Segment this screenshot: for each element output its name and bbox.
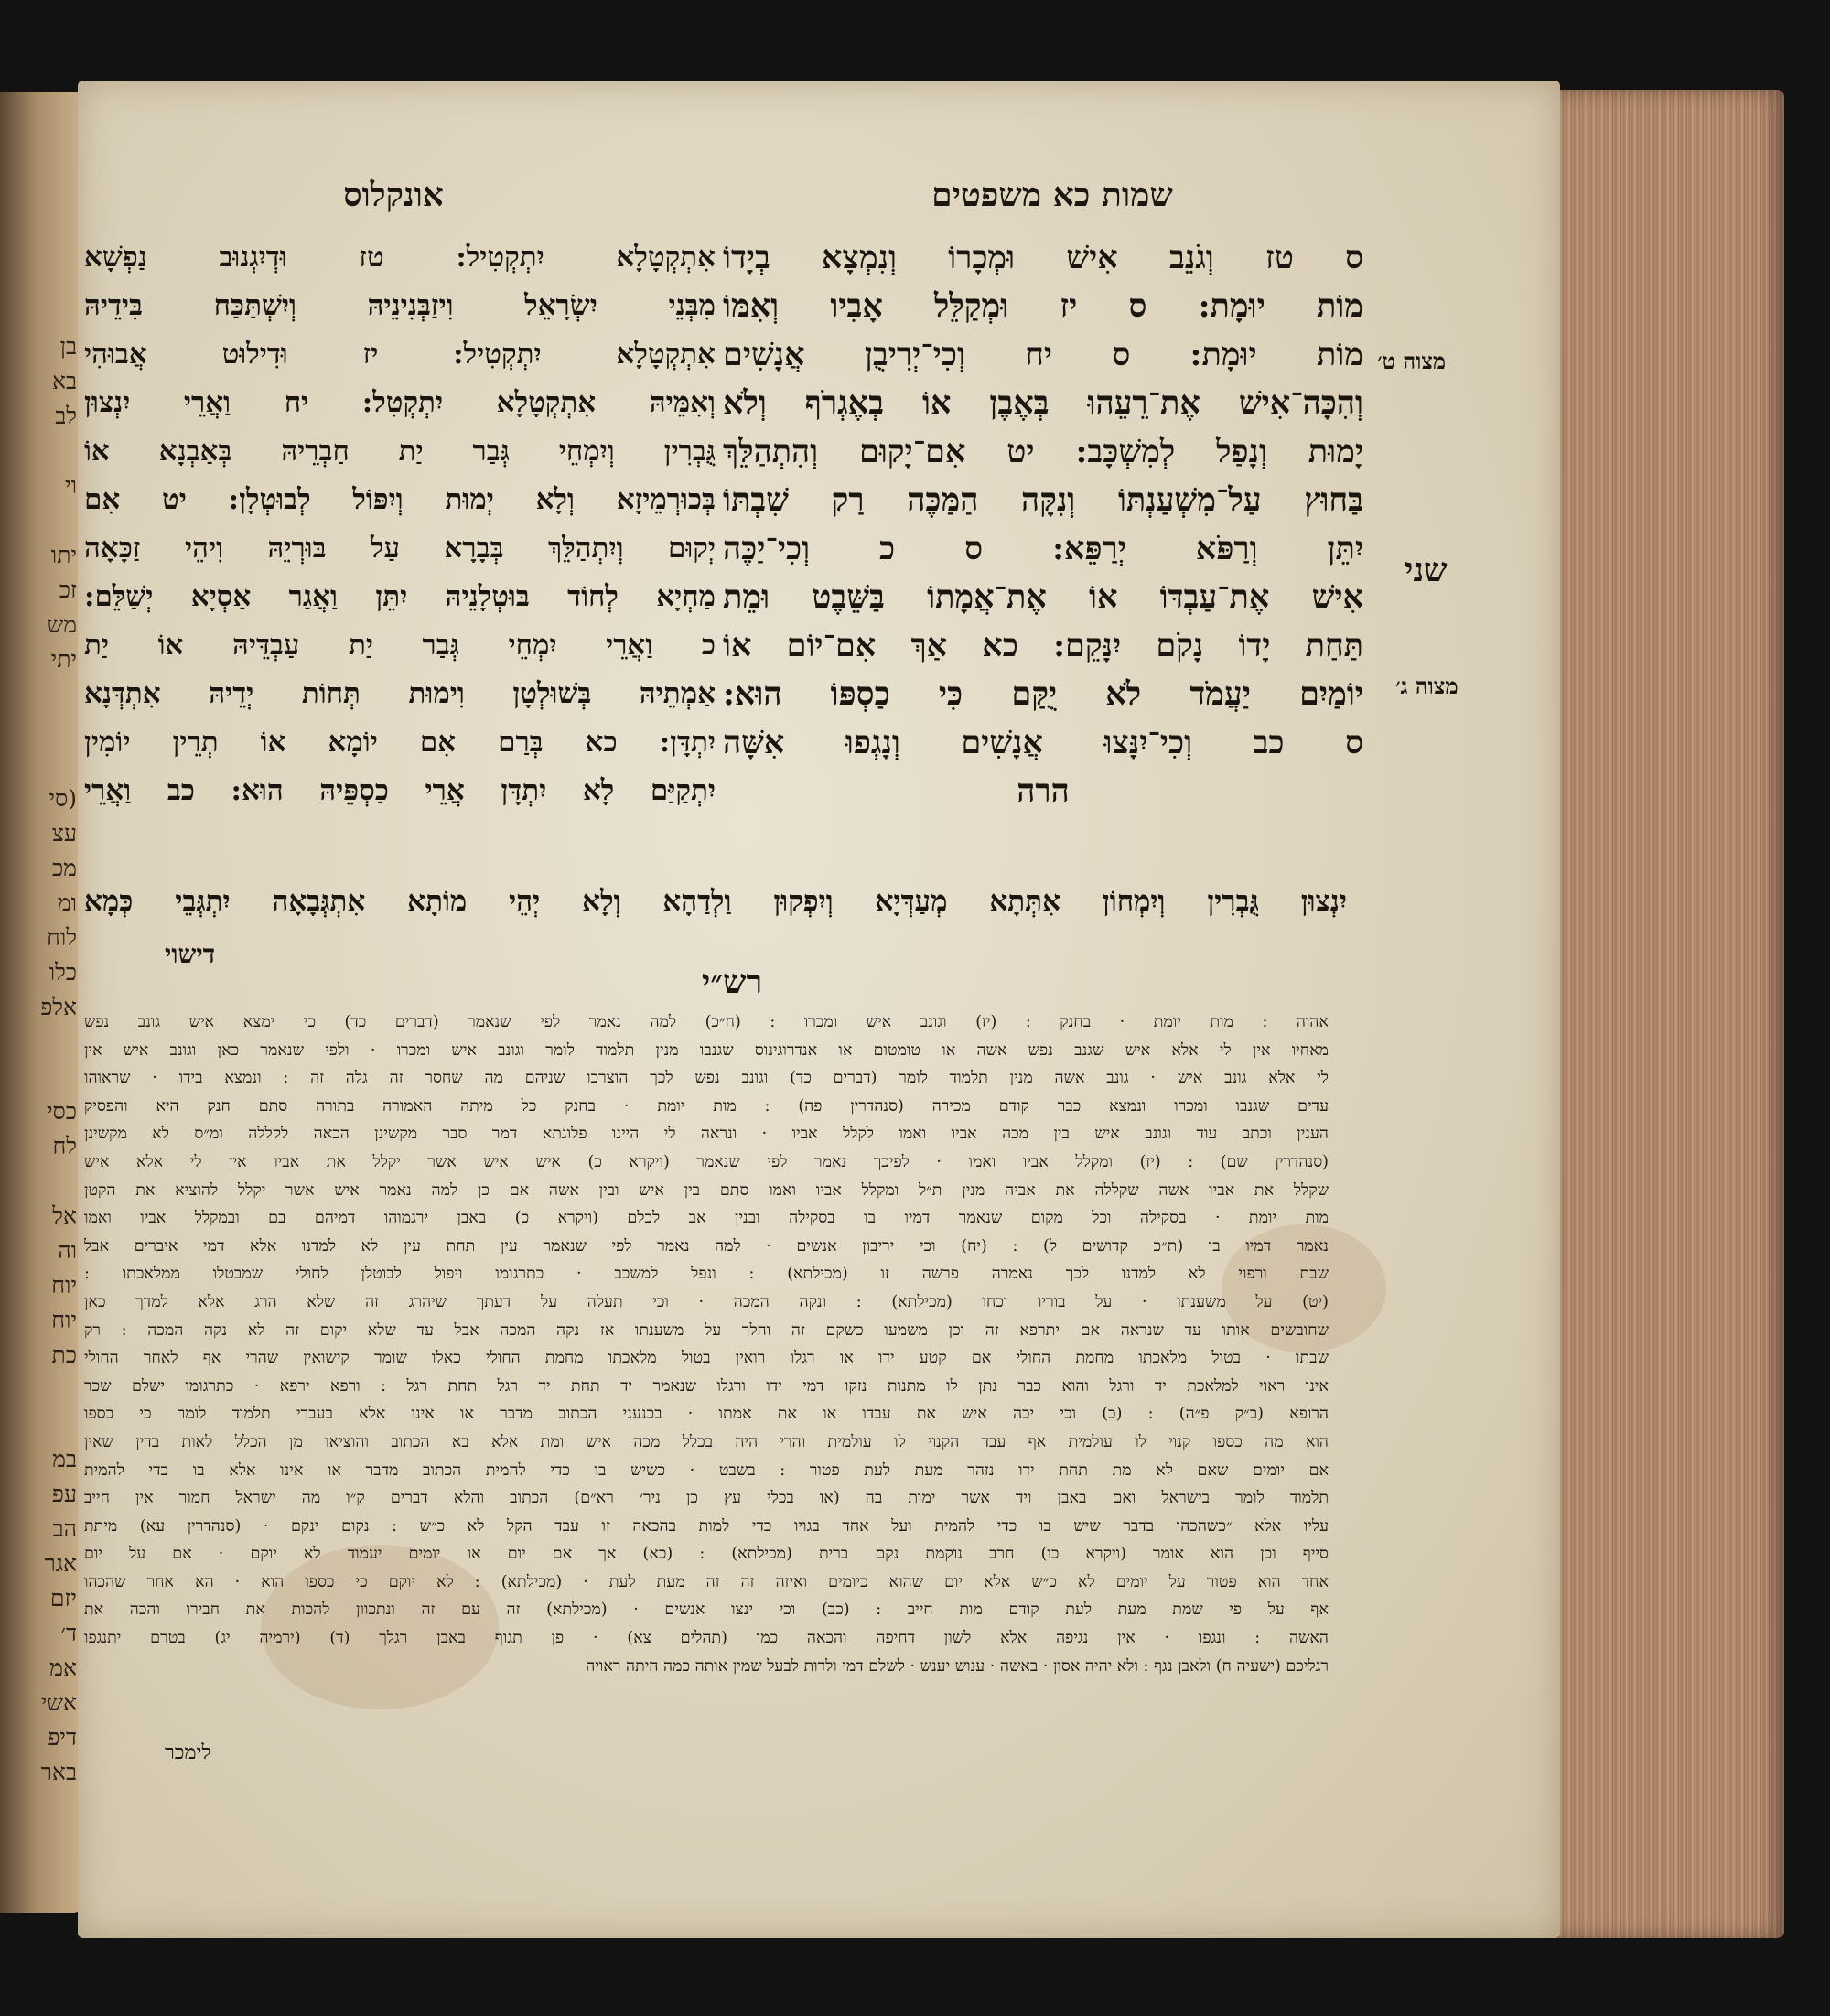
left-edge-fragment: וה [58, 1237, 77, 1264]
left-edge-fragment: אל [52, 1202, 77, 1229]
left-edge-fragment: אגר [44, 1550, 77, 1577]
left-edge-fragment [33, 677, 77, 712]
left-edge-fragment: יזם [49, 1585, 77, 1612]
onkelos-line: מַחְיָא לְחוֹד בּוּטְלָנֵיהּ יִתֵּן וַאֲגַר אַסְיָא יְשַׁלֵּם: [84, 580, 716, 613]
left-edge-fragment: כת [51, 1342, 77, 1368]
rashi-line: שקלל את אביו אשה שקללה את אביה מנין ת״ל ומקלל אביו ואמו סתם בין איש ובין אשה אם כן למה נאמר איש אשר יקלל להוציא את הקטן [84, 1180, 1329, 1200]
left-page-edge [0, 92, 82, 1913]
rashi-line: מות יומת · בסקילה וכל מקום שנאמר דמיו בו בסקילה ובנין אב לכלם (ויקרא כ) באבן ירגמוהו דמיהם בם ובמקלל אביו ואמו [84, 1209, 1329, 1228]
left-edge-fragment: אלפ [40, 994, 77, 1020]
left-edge-fragment: עצ [51, 820, 77, 846]
left-edge-fragment: מש [47, 611, 77, 638]
onkelos-line: יִתְדָּן: כא בְּרַם אִם יוֹמָא אוֹ תְרֵין יוֹמִין [84, 726, 716, 759]
onkelos-line: אַמְתֵיהּ בְּשׁוּלְטָן וִימוּת תְּחוֹת יְדֵיהּ אִתְדְּנָא [84, 677, 716, 710]
onkelos-line: יִתְקַיַּם לָא יִתְדָּן אֲרֵי כַסְפֵּיהּ הוּא: כב וַאֲרֵי [84, 774, 716, 807]
onkelos-line: בְּכוּרְמֵיזָא וְלָא יְמוּת וְיִפּוֹל לְבוּטְלָן: יט אִם [84, 483, 716, 516]
torah-line: מוֹת יוּמָת: ס יז וּמְקַלֵּל אָבִיו וְאִמּוֹ [723, 287, 1363, 325]
rashi-line: שבת ורפוי לא למדנו לכך נאמרה פרשה זו (מכילתא) : ונפל למשכב · כתרגומו ויפול לבוטלן לחולי שמבטלו ממלאכתו : [84, 1265, 1329, 1284]
left-edge-fragment [33, 503, 77, 538]
onkelos-header: אונקלוס [343, 176, 444, 214]
left-edge-fragment: וי [65, 472, 77, 499]
rashi-line: אחד הוא פטור על יומים לא כ״ש אלא יום שהוא כיומים ואיזה זה זה מעת לעת · (מכילתא) : לא יוקם כי כספו הוא · הא אחר שהכהו [84, 1572, 1329, 1591]
catchword: דישוי [165, 939, 216, 969]
rashi-line: רגליכם (ישעיה ח) ולאבן נגף : ולא יהיה אסון · באשה · ענוש יענש · לשלם דמי ולדות לבעל שמין אותה כמה היתה ראויה [586, 1656, 1329, 1676]
left-edge-fragment: יתי [50, 646, 77, 673]
onkelos-line: יְקוּם וְיִתְהַלֵּךְ בְּבָרָא עַל בּוּרְיֵהּ וִיהֵי זַכָּאָה [84, 532, 716, 565]
rashi-line: אף על פי שמת מעת לעת קודם מות חייב : (כב) וכי ינצו אנשים · (מכילתא) זה עם זה ונתכוון להכות את חבירו והכה את [84, 1601, 1329, 1620]
left-edge-fragment: בן [59, 333, 77, 360]
left-edge-fragment: יוח [51, 1272, 77, 1299]
page-fore-edge [1556, 90, 1784, 1938]
rashi-line: שחובשים אותו עד שנראה אם יתרפא זה וכן משמעו כשקם זה והלך על משענתו אז נקה המכה אבל עד שלא יקום זה לא נקה המכה : רק [84, 1321, 1329, 1340]
running-header: שמות כא משפטים [931, 176, 1173, 214]
left-edge-fragment: לב [55, 403, 77, 429]
left-edge-fragment [33, 1373, 77, 1407]
rashi-line: (סנהדרין שם) : (יז) ומקלל אביו ואמו · לפיכך נאמר לפי שנאמר (ויקרא כ) איש איש אשר יקלל את אביו אין לי אלא איש [84, 1152, 1329, 1171]
torah-line: תַּחַת יָדוֹ נָקֹם יִנָּקֵם: כא אַךְ אִם־יוֹם אוֹ [723, 627, 1363, 664]
rashi-line: הענין וכתב עוד וגונב איש בין מכה אביו ואמו לקלל אביו · ונראה לי היינו פלוגתא דמר סבר מקשינן הכאה לקללה ומ״ס לא מקשינן [84, 1125, 1329, 1144]
onkelos-line: אִתְקְטָלָא יִתְקְטִיל: טז וּדְיִגְנוּב נַפְשָׁא [84, 241, 716, 274]
left-edge-fragment [33, 712, 77, 747]
left-edge-fragment: (סי [48, 785, 77, 812]
onkelos-line: גֻּבְרִין וְיִמְחֵי גְּבַר יַת חַבְרֵיהּ בְּאַבְנָא אוֹ [84, 435, 716, 468]
margin-sheni: שני [1405, 551, 1448, 589]
rashi-line: הוא מה כספו קנוי לו עולמית אף עבד הקנוי לו עולמית והרי היה בכלל מכה איש ומת אלא בא הכתוב והוציאו מן הכלל לאות בדין שאין [84, 1432, 1329, 1451]
torah-line: וְהִכָּה־אִישׁ אֶת־רֵעֵהוּ בְּאֶבֶן אוֹ בְאֶגְרֹף וְלֹא [723, 384, 1363, 422]
onkelos-line: אִתְקְטָלָא יִתְקְטִיל: יז וּדִילוּט אֲבוּהִי [84, 338, 716, 371]
torah-line: אִישׁ אֶת־עַבְדּוֹ אוֹ אֶת־אֲמָתוֹ בַּשֵּׁבֶט וּמֵת [723, 578, 1363, 616]
rashi-line: הרופא (ב״ק פ״ה) : (כ) וכי יכה איש את עבדו או את אמתו · בכנעני הכתוב מדבר או אינו אלא בעברי תלמוד לומר כי כספו [84, 1405, 1329, 1424]
torah-line: יָמוּת וְנָפַל לְמִשְׁכָּב: יט אִם־יָקוּם וְהִתְהַלֵּךְ [723, 433, 1363, 470]
rashi-line: עליו אלא ״כשהכהו בדבר שיש בו כדי להמית ועל אחד בגויו כדי למות בהכאה זו עבד הקל לא כ״ש : נקום ינקם · (סנהדרין עא) מיתת [84, 1516, 1329, 1536]
left-edge-fragment: לח [52, 1133, 77, 1159]
margin-mitzvah-9: מצוה ט׳ [1377, 348, 1447, 374]
rashi-line: סייף וכן הוא אומר (ויקרא כו) חרב נוקמת נקם ברית (מכילתא) : (כא) אך אם יום או יומים יעמוד לא יוקם · אם על יום [84, 1545, 1329, 1564]
left-edge-fragment [33, 434, 77, 469]
left-edge-fragment: ומ [57, 889, 77, 916]
left-edge-fragment: יוח [51, 1307, 77, 1333]
torah-line: ס טז וְגֹנֵב אִישׁ וּמְכָרוֹ וְנִמְצָא בְיָדוֹ [723, 239, 1363, 276]
left-edge-fragment: יתו [50, 542, 77, 568]
left-edge-fragment: בא [51, 368, 77, 394]
onkelos-line: וְאִמֵּיהּ אִתְקְטָלָא יִתְקְטִל: יח וַאֲרֵי יִנְצוּן [84, 386, 716, 419]
onkelos-line: מִבְּנֵי יִשְׂרָאֵל וִיזַבְּנִינֵיהּ וְיִשְׁתַּכַּח בִּידֵיהּ [84, 289, 716, 322]
left-edge-fragment [33, 1060, 77, 1094]
left-edge-fragment: במ [52, 1446, 77, 1472]
torah-line: ס כב וְכִי־יִנָּצוּ אֲנָשִׁים וְנָגְפוּ אִשָּׁה [723, 724, 1363, 761]
rashi-line: אינו ראוי למלאכת יד ורגל והוא כבר נתן לו מתנות נזקו דמי ידו ורגלו שנאמר יד תחת יד רגל תחת רגל : ורפא ירפא · כתרגומו ישלם שכר [84, 1376, 1329, 1396]
margin-mitzvah-3: מצוה ג׳ [1395, 673, 1459, 699]
rashi-line: נאמר דמיו בו (ת״כ קדושים ל) : (יח) וכי יריבון אנשים · למה נאמר לפי שנאמר עין תחת עין לא למדנו אלא דמי איברים אבל [84, 1236, 1329, 1256]
left-edge-fragment: מכ [51, 855, 77, 881]
left-edge-fragment: לוח [47, 924, 77, 951]
left-edge-fragment: כסי [47, 1098, 77, 1125]
rashi-line: שבתו · בטול מלאכתו מחמת החולי אם קטע ידו או רגלו רואין בטול מלאכתו מחמת החולי כאלו שומר קישואין שהרי אף לאחר החולי [84, 1349, 1329, 1368]
rashi-title: רש״י [701, 963, 763, 1001]
onkelos-text-column [84, 233, 716, 815]
left-edge-fragment: זכ [59, 577, 77, 603]
left-edge-fragment: עפ [51, 1481, 77, 1507]
left-edge-fragment [33, 1407, 77, 1442]
torah-line: הרה [1017, 772, 1070, 810]
torah-line: יִתֵּן וְרַפֹּא יְרַפֵּא: ס כ וְכִי־יַכֶּה [723, 530, 1363, 567]
left-edge-fragment [33, 1025, 77, 1060]
left-edge-fragment: הב [52, 1515, 77, 1542]
left-edge-fragment: דיפ [48, 1724, 77, 1751]
left-edge-fragment [33, 747, 77, 782]
rashi-commentary [84, 1008, 1329, 1680]
left-edge-fragment: כלו [48, 959, 77, 986]
left-edge-fragment: ד׳ [60, 1620, 77, 1646]
rashi-catchword: לימכר [165, 1741, 211, 1764]
torah-line: מוֹת יוּמָת: ס יח וְכִי־יְרִיבֻן אֲנָשִׁים [723, 336, 1363, 373]
left-edge-fragment: אשי [40, 1689, 77, 1716]
torah-line: יוֹמַיִם יַעֲמֹד לֹא יֻקַּם כִּי כַסְפּוֹ הוּא: [723, 675, 1363, 713]
rashi-line: עדים שגנבו ומכרו ונמצא כבר קודם מכירה (סנהדרין פה) : מות יומת · בחנק כל מיתה האמורה בתורה סתם חנק היא והפסיק [84, 1096, 1329, 1116]
rashi-line: אם יומים שאם לא מת תחת ידו נזהר מעת לעת פטור : בשבט · כשיש בו כדי להמית הכתוב מדבר או אינו אלא בו כדי להמית [84, 1461, 1329, 1480]
torah-line: בַּחוּץ עַל־מִשְׁעַנְתּוֹ וְנִקָּה הַמַּכֶּה רַק שִׁבְתּוֹ [723, 481, 1363, 519]
onkelos-continuation-line: יִנְצוּן גֻּבְרִין וְיִמְחוֹן אִתְּתָא מְעַדְּיָא וְיִפְקוּן וַלְדַהָא וְלָא יְהֵי מוֹתָא אִתְגְּבָאָה יִתְגְּבֵי כְּמָא [84, 885, 1347, 918]
left-edge-fragment: באר [40, 1759, 77, 1785]
rashi-line: תלמוד לומר בישראל ואם באבן ויד אשר ימות בה (או בכלי עץ כן ניר׳ רא״ם) הכתוב והלא דברים ק״ו מה ישראל חמור אין חייב [84, 1489, 1329, 1508]
rashi-line: האשה : ונגפו · אין נגיפה אלא לשון דחיפה והכאה כמו (תהלים צא) · פן תגוף באבן רגלך (ד) (ירמיה יג) בטרם יתנגפו [84, 1629, 1329, 1648]
rashi-line: מאחיו אין לי אלא איש שגנב נפש אשה או טומטום או אנדרוגינוס שגנבו מנין תלמוד לומר וגונב איש ומכרו · ולפי שנאמר כאן וגונב איש אין [84, 1040, 1329, 1060]
rashi-line: לי אלא גונב איש · גונב אשה מנין תלמוד לומר (דברים כד) וגונב נפש לכך הוצרכו שניהם מה שחסר זה גלה זה : ונמצא בידו · שראוהו [84, 1069, 1329, 1088]
left-edge-fragment [33, 1164, 77, 1199]
left-page-text [33, 329, 77, 1790]
left-edge-fragment: אמ [49, 1655, 77, 1681]
rashi-line: אהוה : מות יומת · בחנק : (יז) וגונב איש ומכרו : (ח״כ) למה נאמר לפי שנאמר (דברים כד) כי ימצא איש גונב נפש [84, 1013, 1329, 1031]
rashi-line: (יט) על משענתו · על בוריו וכחו (מכילתא) : ונקה המכה · וכי תעלה על דעתך שיהרג זה שלא הרג אלא למדך כאן [84, 1292, 1329, 1311]
torah-text-column [723, 233, 1363, 815]
onkelos-line: כ וַאֲרֵי יִמְחֵי גְּבַר יַת עַבְדֵּיהּ אוֹ יַת [84, 629, 716, 662]
